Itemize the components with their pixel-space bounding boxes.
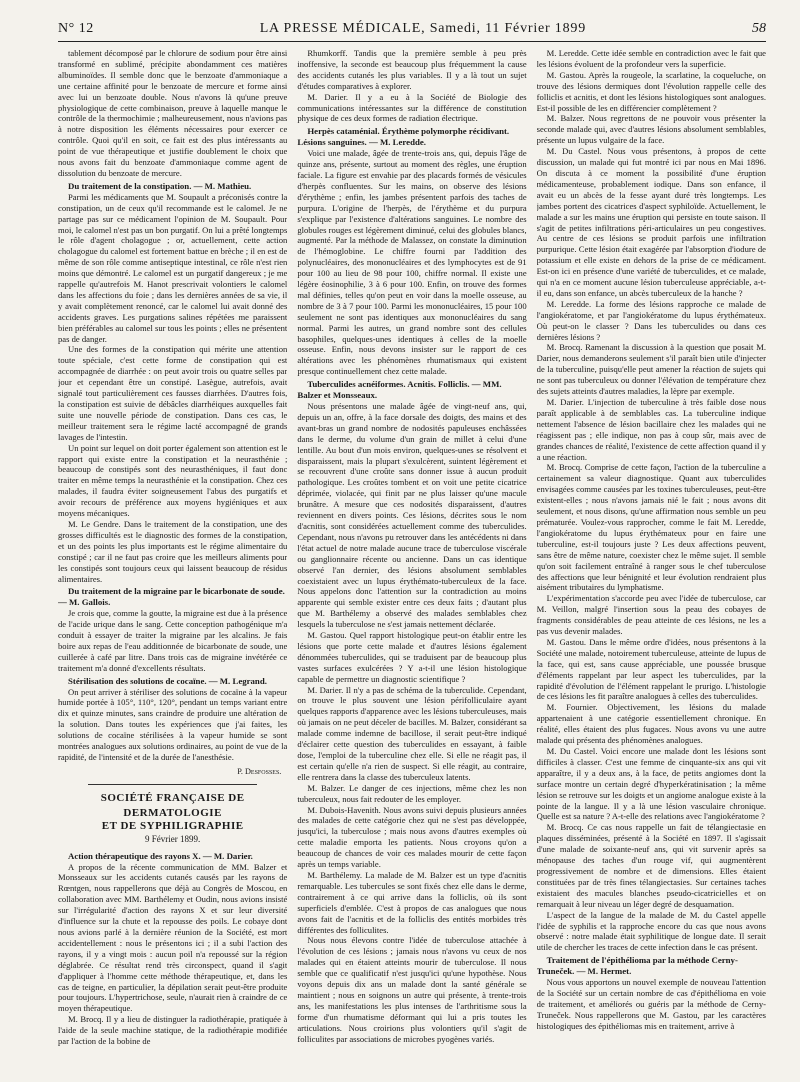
author-signature: P. Desfosses. <box>237 766 282 776</box>
session-date: 9 Février 1899. <box>145 833 201 844</box>
paragraph: M. Leredde. Cette idée semble en contradiction avec le fait que les lésions évoluent de la profondeur vers la superficie. <box>536 48 766 69</box>
paragraph: M. Darier. Il n'y a pas de schéma de la tuberculide. Cependant, on trouve le plus souvent une lésion périfolliculaire ayant quelques rapports d'apparence avec les lésions tuberculeuses, mais où jamais on ne peut déceler de bacilles. M. Balzer, considérant sa malade comme indemne de bacillose, il serait peut-être indiqué d'éclairer cette question des tuberculides en essayant, à faible dose, l'emploi de la tuberculine chez elle. Si elle ne réagit pas, il est certain qu'elle n'a rien de suspect. Si elle réagit, au contraire, elle rentrera dans la classe des tuberculeux latents. <box>297 684 527 782</box>
society-title: SOCIÉTÉ FRANÇAISE DE DERMATOLOGIE <box>100 791 245 819</box>
paragraph: Un point sur lequel on doit porter également son attention est le rapport qui existe entre la constipation et la neurasthénie ; beaucoup de constipés sont des neurasthéniques, il faut donc traiter en même temps la neurasthénie et la constipation. Chez ces malades, il faudra éviter soigneusement l'abus des purgatifs et avoir recours de préférence aux moyens hygiéniques et aux moyens mécaniques. <box>58 442 288 519</box>
paragraph: M. Gastou. Quel rapport histologique peut-on établir entre les lésions que porte cette malade et d'autres lésions également dénommées tuberculides, qui se traduisent par de beaucoup plus vastes surfaces exulcérées ? Y a-t-il une lésion histologique capable de permettre un diagnostic scientifique ? <box>297 630 527 684</box>
paragraph: M. Du Castel. Nous vous présentons, à propos de cette discussion, un malade qui fut montré ici par nous en Mai 1896. On discuta à ce moment la possibilité d'une éruption médicamenteuse, probablement iodique. Dans son enfance, il avait eu un abcès de la fesse ayant duré très longtemps. Les jambes portent des cicatrices d'aspect syphiloïde. Actuellement, le malade a sur les mains une éruption qui persiste en toute saison. Il s'agit de petites infiltrations péri-articulaires un peu congestives. Au centre de ces lésions se produit parfois une infiltration purpurique. Cette lésion était exagérée par l'absorption d'iodure de potassium et elle existe en dehors de la prise de ce médicament. Est-on ici en présence d'une variété de tuberculides, et ce malade, qui n'a en ce moment aucune lésion tuberculeuse appréciable, a-t-il eu, dans son enfance, un abcès tuberculeux de la hanche ? <box>536 146 766 298</box>
paragraph: Voici une malade, âgée de trente-trois ans, qui, depuis l'âge de quinze ans, présente, surtout au moment des règles, une éruption faciale. La figure est envahie par des placards formés de vésicules d'herpès confluentes. Sur les mains, on observe des lésions d'érythème ; enfin, les jambes présentent parfois des taches de purpura. L'origine de l'herpès, de l'érythème et du purpura s'explique par l'existence d'altérations sanguines. Le nombre des globules rouges est légèrement diminué, celui des globules blancs, augmenté. Par la méthode de Malassez, on constate la diminution de l'hémoglobine. Le chiffre fourni par l'addition des polynucléaires, des mononucléaires et des lymphocytes est de 91 pour 100 au lieu de 98 pour 100, chiffre normal. Il existe une légère éosinophilie, 3 à 6 pour 100. Enfin, on trouve des formes mal définies, telles qu'on peut en voir dans la moelle osseuse, au nombre de 3 à 7 pour 100. Parmi les mononucléaires, 15 pour 100 seulement ne sont pas identiques aux mononucléaires du sang normal. Parmi les autres, un grand nombre sont des cellules basophiles, quelques-unes identiques à celles de la moelle osseuse. Enfin, nous devons insister sur le rapport de ces altérations avec les phénomènes rhumatismaux qui existent presque continuellement chez cette malade. <box>297 148 527 377</box>
paragraph: M. Brocq. Ramenant la discussion à la question que posait M. Darier, nous demanderons seulement s'il paraît bien utile d'injecter de la tuberculine, puisqu'elle peut amener la réaction de sujets qui ne sont pas tuberculeux ou donner l'élévation de température chez des sujets atteints d'autres maladies, la lèpre par exemple. <box>536 342 766 397</box>
paragraph: M. Darier. L'injection de tuberculine à très faible dose nous paraît applicable à de semblables cas. La tuberculine indique nettement l'absence de lésion bacillaire chez les malades qui ne réagissent pas ; elle indique, non pas à coup sûr, mais avec de grandes chances de réalité, l'existence de cette affection quand il y a une réaction. <box>536 397 766 462</box>
section-heading: Action thérapeutique des rayons X. — M. Darier. <box>68 850 253 861</box>
paragraph: M. Brocq. Ce cas nous rappelle un fait de télangiectasie en plaques disséminées, présenté à la Société en 1897. Il s'agissait d'une malade de soixante-neuf ans, qui vit survenir après sa ménopause des taches d'un rouge vif, qui augmentèrent progressivement de nombre et de dimensions. Elles étaient constituées par de très fines télangiectasies. Sur certaines taches existaient des macules blanches pseudo-cicatricielles et on remarquait à leur niveau un léger degré de desquamation. <box>536 822 766 909</box>
paragraph: Une des formes de la constipation qui mérite une attention toute spéciale, c'est cette forme de constipation qui est accompagnée de diarrhée : on peut avoir trois ou quatre selles par jour et cependant être un constipé. Lasègue, autrefois, avait signalé tout particulièrement ces fausses diarrhées. D'autres fois, la constipation est suivie de débâcles diarrhéiques auxquelles fait suite une nouvelle période de constipation. Dans ces cas, le meilleur traitement sera le régime lacté accompagné de grands lavages de l'intestin. <box>58 344 288 442</box>
paragraph: M. Balzer. Le danger de ces injections, même chez les non tuberculeux, nous fait redouter de les employer. <box>297 782 527 804</box>
text-columns <box>58 48 766 1070</box>
paragraph: On peut arriver à stériliser des solutions de cocaïne à la vapeur humide portée à 105°, 110°, 120°, pendant un temps variant entre dix et quinze minutes, sans craindre de produire une altération de la solution. Dans toutes les expériences que j'ai faites, les solutions de cocaïne stérilisées à la vapeur humide se sont montrées analogues aux solutions ordinaires, au point de vue de la rapidité, de l'intensité et de la durée de l'anesthésie. <box>58 686 288 762</box>
paragraph: M. Le Gendre. Dans le traitement de la constipation, une des grosses difficultés est le diagnostic des formes de la constipation, et un des points les plus importants est le régime alimentaire du constipé ; car il ne faut pas croire que les meilleurs aliments pour les constipés sont toujours ceux qui laissent beaucoup de résidus alimentaires. <box>58 518 288 584</box>
paragraph: M. Du Castel. Voici encore une malade dont les lésions sont difficiles à classer. C'est une femme de cinquante-six ans qui vit apparaître, il y a deux ans, à la face, de petits angiomes dont la surface montre un certain degré d'hyperkératinisation ; la même lésion se retrouve sur les doigts et un angiome analogue existe à la pointe de la langue. Il y a là une lésion vasculaire chronique. Quelle est sa nature ? A-t-elle des relations avec l'angiokératome ? <box>536 746 766 822</box>
paragraph: M. Leredde. La forme des lésions rapproche ce malade de l'angiokératome, et par l'angiokératome du lupus érythémateux. Où peut-on le classer ? Dans les tuberculides ou dans ces dernières lésions ? <box>536 298 766 342</box>
paragraph: M. Brocq. Il y a lieu de distinguer la radiothérapie, pratiquée à l'aide de la seule machine statique, de la radiothérapie modifiée par l'action de la bobine de <box>58 1014 288 1047</box>
column-3 <box>537 48 766 1070</box>
paragraph: Nous nous élevons contre l'idée de tuberculose attachée à l'évolution de ces lésions ; jamais nous n'avons vu ceux de nos malades qui en étaient atteints mourir de tuberculose. Il nous semble que ce qualificatif n'est jusqu'ici qu'une hypothèse. Nous voyons depuis dix ans un malade dont la santé générale se maintient ; nous en soignons un autre qui présente, à trente-trois ans, les manifestations les plus intenses de l'arthritisme sous la forme d'un rhumatisme déformant qui lui a pris toutes les articulations. Nous croirions plus volontiers qu'il s'agit de folliculites par associations de microbes pyogènes variés. <box>297 935 527 1044</box>
paragraph: L'aspect de la langue de la malade de M. du Castel appelle l'idée de syphilis et la rapproche encore du cas que nous avons observé : notre malade était syphilitique de longue date. Il serait utile de chercher les traces de cette infection dans le cas présent. <box>536 909 766 953</box>
paragraph: Parmi les médicaments que M. Soupault a préconisés contre la constipation, un de ceux qu'il recommande est le calomel. Je ne partage pas sur ce médicament l'opinion de M. Soupault. Pour moi, le calomel n'est pas un bon purgatif. On lui a prêté longtemps le rôle d'agent cholagogue ; or, actuellement, cette action cholagogue du calomel est fortement battue en brèche ; il en est de même de son rôle comme antiseptique intestinal, ce rôle n'est rien moins que démontré. Le calomel est un purgatif dangereux ; je me rappelle qu'autrefois M. Hanot prescrivait volontiers le calomel dans les affections du foie ; dans les dernières années de sa vie, il y avait complètement renoncé, car le calomel lui avait donné des accidents graves. Les purgations salines répétées me paraissent bien préférables au calomel sur tous les points ; elles ne présentent pas de danger. <box>58 191 288 344</box>
paragraph: M. Brocq. Comprise de cette façon, l'action de la tuberculine a certainement sa valeur diagnostique. Quant aux tuberculides envisagées comme causées par les toxines tuberculeuses, peut-être existent-elles ; nous n'avons jamais nié le fait ; nous avons dit seulement, et nous disons, qu'une affirmation nous semble un peu prématurée. Voulez-vous rapprocher, comme le fait M. Leredde, l'angiokératome du lupus érythémateux pour en faire une tuberculine, est-il toujours juste ? Les deux affections peuvent, sans être de même nature, coexister chez le même sujet. Il semble qu'on soit facilement entraîné à ranger sous le chef tuberculose des affections que leur bénignité et leur évolution rendraient plus aisément tributaires du lymphatisme. <box>536 462 766 593</box>
journal-title: LA PRESSE MÉDICALE, Samedi, 11 Février 1899 <box>259 21 587 36</box>
column-1 <box>58 48 287 1070</box>
paragraph: tablement décomposé par le chlorure de sodium pour être ainsi transformé en sublimé, précipite abondamment ces matières albuminoïdes. Il semble donc que le benzoate d'ammoniaque a une certaine affinité pour le benzoate de mercure et forme ainsi avec lui un benzoate double. Nous n'avons là qu'une preuve physiologique de cette combinaison, preuve à laquelle manque le contrôle de la thermochimie ; malheureusement, nous n'avions pas à notre disposition les éléments nécessaires pour exercer ce contrôle. Quoi qu'il en soit, ce fait est des plus intéressants au point de vue thérapeutique et justifie doublement le choix que nous avons fait du benzoate d'ammoniaque comme agent de dissolution du benzoate de mercure. <box>58 48 288 178</box>
section-heading: Du traitement de la migraine par le bicarbonate de soude. — M. Gallois. <box>58 586 285 608</box>
paragraph: Rhumkorff. Tandis que la première semble à peu près inoffensive, la seconde est beaucoup plus fréquemment la cause des accidents cutanés les plus variables. Il y a là tout un sujet d'études comparatives à explorer. <box>297 48 527 91</box>
paragraph: M. Darier. Il y a eu à la Société de Biologie des communications intéressantes sur la différence de constitution physique de ces deux formes de radiation électrique. <box>297 91 527 124</box>
paragraph: M. Fournier. Objectivement, les lésions du malade appartenaient à une catégorie essentiellement chronique. En réalité, elles étaient des plus fugaces. Nous avons vu une autre malade qui présenta des phénomènes analogues. <box>536 702 766 746</box>
paragraph: Nous présentons une malade âgée de vingt-neuf ans, qui, depuis un an, offre, à la face dorsale des doigts, des mains et des avant-bras un grand nombre de nodosités papuleuses enchâssées dans le derme, du volume d'un grain de millet à celui d'une lentille. Au bout d'un mois environ, quelques-unes se résolvent et disparaissent, mais la plupart s'exulcèrent, suintent légèrement et se recouvrent d'une croûte sans donner issue à aucun produit pathologique. Les croûtes tombent et on voit une petite cicatrice déprimée, violacée, qui finit par ne plus laisser qu'une macule brunâtre. A mesure que ces nodosités disparaissent, d'autres reviennent en divers points. Ces lésions, décrites sous le nom d'acnitis, sont considérées actuellement comme des tuberculides. Cependant, nous n'avons pu retrouver dans les antécédents ni dans l'état actuel de notre malade aucune trace de tuberculose viscérale ou ganglionnaire récente ou ancienne. Dans un cas identique observé l'an dernier, des lésions absolument semblables coexistaient avec un lupus érythémato-tuberculeux de la face. Nous appelons donc l'attention sur la contradiction au moins apparente qui semble exister entre ces deux faits ; d'autant plus que M. Barthélemy a observé des malades semblables chez lesquels la tuberculose ne s'est jamais nettement déclarée. <box>297 401 527 630</box>
paragraph: A propos de la récente communication de MM. Balzer et Monsseaux sur les accidents cutanés causés par les rayons de Rœntgen, nous rappellerons que déjà au Congrès de Moscou, en collaboration avec MM. Barthélemy et Oudin, nous avions insisté sur l'irrégularité d'action des rayons X et sur leur diversité d'influence sur la chute et la repousse des poils. Le cobaye dont nous avions parlé à la dernière réunion de la Société, est mort accidentellement : nous le présentons ici ; il a subi l'action des rayons, il y a vingt mois : aucun poil n'a repoussé sur la région déglabrée. Ce résultat rend très circonspect, quand il s'agit d'appliquer à l'homme cette méthode thérapeutique, et, dans les cas de teigne, en particulier, la dépilation serait peut-être produite pour toujours. L'hypertrichose, seule, n'aurait rien à craindre de ce moyen thérapeutique. <box>58 861 288 1014</box>
paragraph: M. Balzer. Nous regrettons de ne pouvoir vous présenter la seconde malade qui, avec d'autres lésions absolument semblables, présente un lupus vulgaire de la face. <box>536 113 766 146</box>
paragraph: M. Dubois-Havenith. Nous avons suivi depuis plusieurs années des malades de cette catégorie chez qui ne s'est pas développée, jusqu'ici, la tuberculose ; mais nous avons d'autres exemples où cette maladie emporta les patients. Nous croyons qu'on a beaucoup de chances de voir ces malades mourir de cette façon après un temps variable. <box>297 804 527 870</box>
section-divider <box>88 784 257 785</box>
section-heading: Traitement de l'épithélioma par la méthode Cerny-Truneček. — M. Hermet. <box>536 955 738 977</box>
paragraph: M. Gastou. Dans le même ordre d'idées, nous présentons à la Société une malade, notoirement tuberculeuse, atteinte de lupus de la face, qui est, sans cause appréciable, une poussée brusque d'éléments rappelant par leur aspect les tuberculides, par la rapidité d'évolution de l'élément rappelant le prurigo. L'histologie de ces lésions les fit paraître analogues à celles des tuberculides. <box>536 636 766 702</box>
paragraph: M. Barthélemy. La malade de M. Balzer est un type d'acnitis remarquable. Les tubercules se sont fixés chez elle dans le derme, contrairement à ce qui arrive dans la folliclis, où ils sont superficiels d'emblée. C'est à propos de cas analogues que nous avons fait de l'acnitis et de la folliclis des entités morbides très différentes des folliculites. <box>297 869 527 935</box>
section-heading: Du traitement de la constipation. — M. Mathieu. <box>68 180 252 191</box>
paragraph: Nous vous apportons un nouvel exemple de nouveau l'attention de la Société sur un certain nombre de cas d'épithélioma en voie de traitement, et améliorés ou guéris par la méthode de Cerny-Truneček. Nous rappellerons que M. Gastou, par les caractères histologiques des épithéliomas mis en traitement, arrive à <box>536 977 766 1031</box>
page-header <box>58 0 766 42</box>
section-heading: Herpès cataménial. Érythème polymorphe récidivant. Lésions sanguines. — M. Leredde. <box>297 126 510 148</box>
column-2 <box>297 48 526 1070</box>
page-number: 58 <box>751 21 766 36</box>
paragraph: L'expérimentation s'accorde peu avec l'idée de tuberculose, car M. Veillon, malgré l'insertion sous la peau des cobayes de fragments considérables de peau atteinte de ces lésions, ne les a pas vus devenir malades. <box>536 593 766 637</box>
society-subtitle: ET DE SYPHILIGRAPHIE <box>101 819 244 832</box>
paragraph: M. Gastou. Après la rougeole, la scarlatine, la coqueluche, on trouve des lésions dermiques dont l'évolution rappelle celle des folliclis et acnitis, et dont les lésions histologiques sont analogues. Est-il possible de les en différencier complètement ? <box>536 69 766 113</box>
issue-number: N° 12 <box>58 21 94 36</box>
paragraph: Je crois que, comme la goutte, la migraine est due à la présence de l'acide urique dans le sang. Cette conception pathogénique m'a conduit à essayer de traiter la migraine par les alcalins. Je fais boire aux repas de l'eau additionnée de bicarbonate de soude, une cuillerée à café par litre. Dans trois cas de migraine invétérée ce traitement m'a donné d'excellents résultats. <box>58 608 288 673</box>
section-heading: Tuberculides acnéiformes. Acnitis. Folliclis. — MM. Balzer et Monsseaux. <box>297 379 502 401</box>
section-heading: Stérilisation des solutions de cocaïne. — M. Legrand. <box>68 675 267 686</box>
